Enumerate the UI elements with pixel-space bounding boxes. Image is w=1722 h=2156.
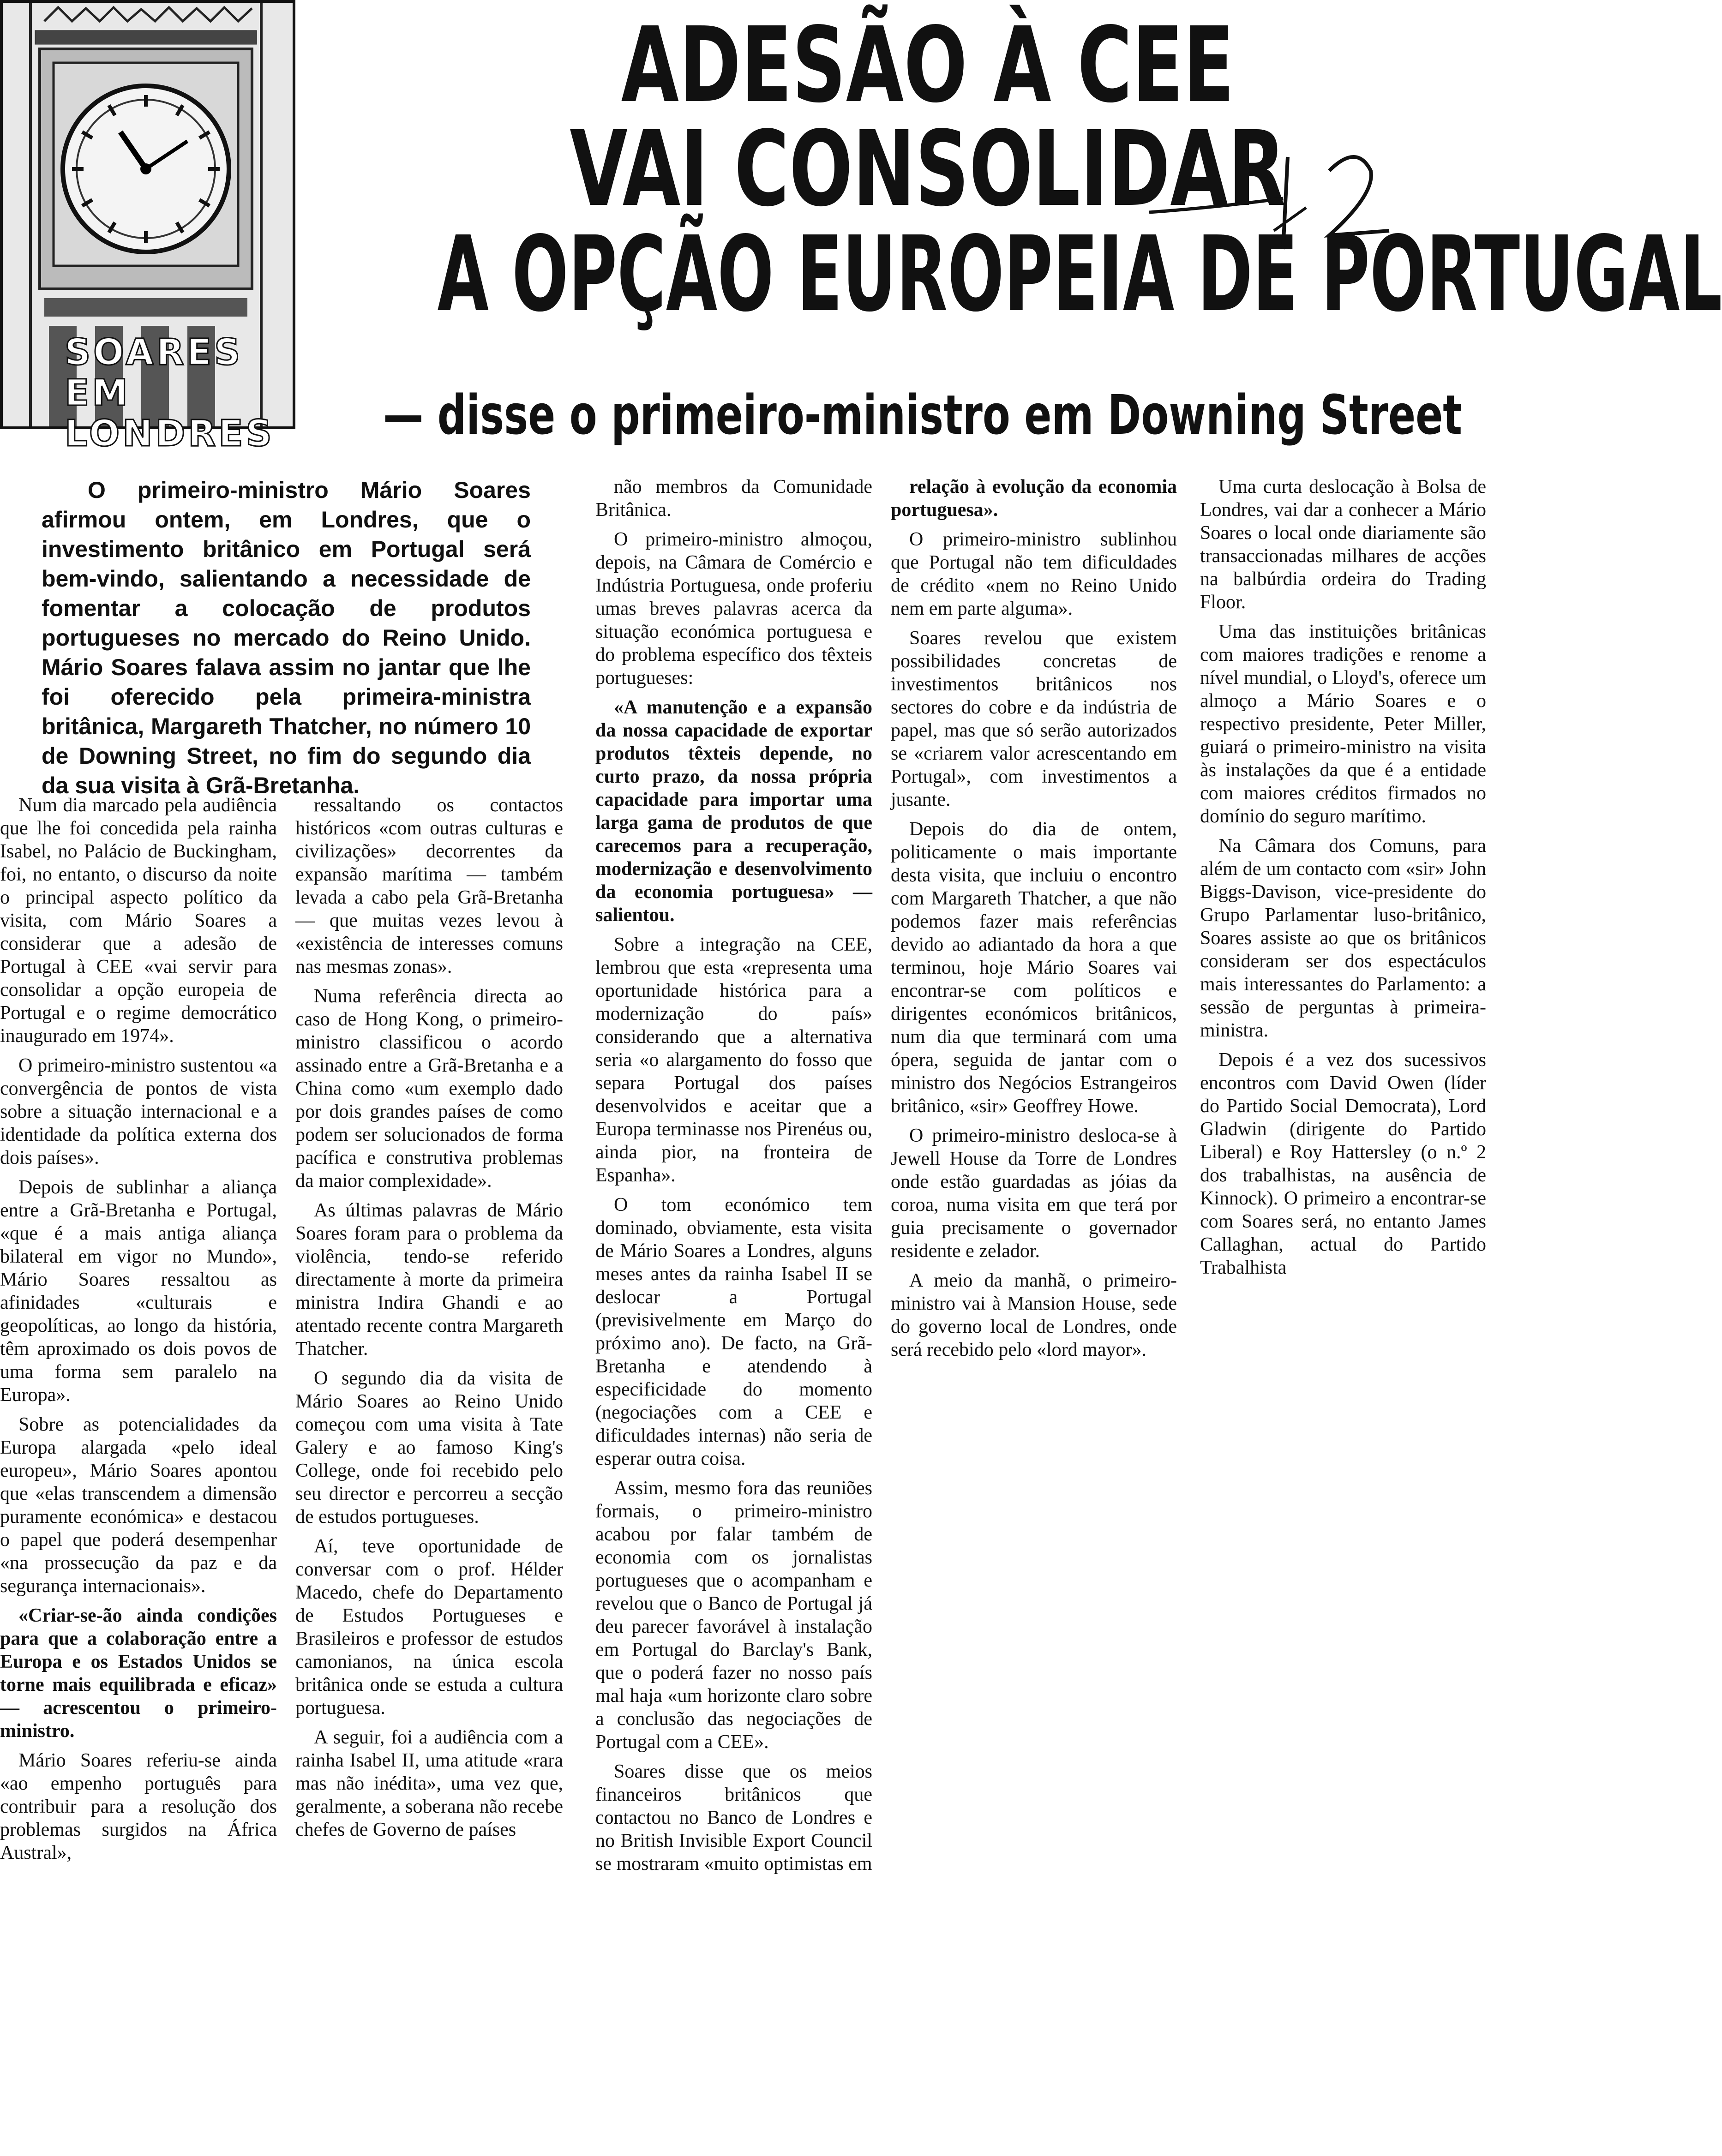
paragraph: A meio da manhã, o primeiro-ministro vai à Mansion House, sede do governo local de Londres, onde será recebido pelo «lord mayor». <box>891 1270 1177 1360</box>
paragraph: A seguir, foi a audiência com a rainha Isabel II, uma atitude «rara mas não inédita», uma vez que, geralmente, a soberana não recebe chefes de Governo de países <box>295 1727 563 1840</box>
paragraph: Depois do dia de ontem, politicamente o mais importante desta visita, que incluiu o encontro com Margareth Thatcher, a que não podemos fazer mais referências devido ao adiantado da hora a que terminou, hoje Mário Soares vai encontrar-se com políticos e dirigentes económicos britânicos, num dia que terminará com uma ópera, seguida de jantar com o ministro dos Negócios Estrangeiros britânico, «sir» Geoffrey Howe. <box>891 819 1177 1117</box>
paragraph: Soares disse que os meios financeiros britânicos que contactou no Banco de Londres e no British Invisible Export Council se mostraram «muito optimistas em <box>595 1761 872 1875</box>
article-column-3 <box>595 475 872 1882</box>
headline-line-3: A OPÇÃO EUROPEIA DE PORTUGAL <box>437 214 1722 335</box>
paragraph: Assim, mesmo fora das reuniões formais, o primeiro-ministro acabou por falar também de economia com os jornalistas portugueses que o acompanham e revelou que o Banco de Portugal já deu parecer favorável à instalação em Portugal do Barclay's Bank, que o poderá fazer no nosso país mal haja «um horizonte claro sobre a conclusão das negociações de Portugal com a CEE». <box>595 1478 872 1753</box>
handwritten-annotation <box>1145 138 1403 258</box>
paragraph: O segundo dia da visita de Mário Soares ao Reino Unido começou com uma visita à Tate Galery e ao famoso King's College, onde foi recebido pelo seu director e percorreu a secção de estudos portugueses. <box>295 1368 563 1527</box>
section-kicker <box>65 332 305 455</box>
paragraph: Na Câmara dos Comuns, para além de um contacto com «sir» John Biggs-Davison, vice-presidente do Grupo Parlamentar luso-britânico, Soares assiste ao que os britânicos consideram ser dos espectáculos mais interessantes do Parlamento: a sessão de perguntas à primeira-ministra. <box>1200 835 1486 1041</box>
kicker-line-1: SOARES <box>65 332 243 373</box>
paragraph: relação à evolução da economia portuguesa». <box>891 476 1177 521</box>
paragraph: não membros da Comunidade Britânica. <box>595 476 872 521</box>
headline-line-1: ADESÃO À CEE <box>621 5 1235 126</box>
paragraph: «Criar-se-ão ainda condições para que a colaboração entre a Europa e os Estados Unidos se torne mais equilibrada e eficaz» — acrescentou o primeiro-ministro. <box>0 1605 277 1742</box>
lead-text: O primeiro-ministro Mário Soares afirmou ontem, em Londres, que o investimento britânico em Portugal será bem-vindo, salientando a necessidade de fomentar a colocação de produtos portugueses no mercado do Reino Unido. Mário Soares falava assim no jantar que lhe foi oferecido pela primeira-ministra britânica, Margareth Thatcher, no número 10 de Downing Street, no fim do segundo dia da sua visita à Grã-Bretanha. <box>42 477 531 798</box>
article-column-5 <box>1200 475 1486 1286</box>
paragraph: Num dia marcado pela audiência que lhe foi concedida pela rainha Isabel, no Palácio de Buckingham, foi, no entanto, o discurso da noite o principal aspecto político da visita, com Mário Soares a considerar que a adesão de Portugal à CEE «vai servir para consolidar a opção europeia de Portugal e o regime democrático inaugurado em 1974». <box>0 795 277 1047</box>
paragraph: O primeiro-ministro almoçou, depois, na Câmara de Comércio e Indústria Portuguesa, onde proferiu umas breves palavras acerca da situação económica portuguesa e do problema específico dos têxteis portugueses: <box>595 529 872 689</box>
paragraph: Sobre as potencialidades da Europa alargada «pelo ideal europeu», Mário Soares apontou que «elas transcendem a dimensão puramente económica» e destacou o papel que poderá desempenhar «na prossecução da paz e da segurança internacionais». <box>0 1414 277 1597</box>
paragraph: «A manutenção e a expansão da nossa capacidade de exportar produtos têxteis depende, no curto prazo, da nossa própria capacidade para importar uma larga gama de produtos de que carecemos para a recuperação, modernização e desenvolvimento da economia portuguesa» — salientou. <box>595 697 872 926</box>
paragraph: Uma curta deslocação à Bolsa de Londres, vai dar a conhecer a Mário Soares o local onde diariamente são transaccionadas milhares de acções na balbúrdia ordeira do Trading Floor. <box>1200 476 1486 613</box>
paragraph: O tom económico tem dominado, obviamente, esta visita de Mário Soares a Londres, alguns meses antes da rainha Isabel II se deslocar a Portugal (previsivelmente em Março do próximo ano). De facto, na Grã-Bretanha e atendendo à especificidade do momento (negociações com a CEE e dificuldades internas) não seria de esperar outra coisa. <box>595 1194 872 1469</box>
article-column-1 <box>0 794 277 1871</box>
article-column-4 <box>891 475 1177 1368</box>
subheadline: — disse o primeiro-ministro em Downing Street <box>383 383 1463 447</box>
paragraph: ressaltando os contactos históricos «com outras culturas e civilizações» decorrentes da expansão marítima — também levada a cabo pela Grã-Bretanha — que muitas vezes levou à «existência de interesses comuns nas mesmas zonas». <box>295 795 563 977</box>
paragraph: O primeiro-ministro desloca-se à Jewell House da Torre de Londres onde estão guardadas as jóias da coroa, numa visita em que terá por guia precisamente o governador residente e zelador. <box>891 1125 1177 1262</box>
paragraph: Mário Soares referiu-se ainda «ao empenho português para contribuir para a resolução dos problemas surgidos na África Austral», <box>0 1750 277 1863</box>
paragraph: Numa referência directa ao caso de Hong Kong, o primeiro-ministro classificou o acordo assinado entre a Grã-Bretanha e a China como «um exemplo dado por dois grandes países de como podem ser solucionados de forma pacífica e construtiva problemas da maior complexidade». <box>295 986 563 1192</box>
paragraph: O primeiro-ministro sublinhou que Portugal não tem dificuldades de crédito «nem no Reino Unido nem em parte alguma». <box>891 529 1177 619</box>
headline-line-2: VAI CONSOLIDAR <box>570 109 1286 230</box>
paragraph: Soares revelou que existem possibilidades concretas de investimentos britânicos nos sectores do cobre e da indústria de papel, mas que só serão autorizados se «criarem valor acrescentando em Portugal», com investimentos a jusante. <box>891 628 1177 810</box>
paragraph: Depois é a vez dos sucessivos encontros com David Owen (líder do Partido Social Democrata), Lord Gladwin (dirigente do Partido Liberal) e Roy Hattersley (o n.º 2 dos trabalhistas, na ausência de Kinnock). O primeiro a encontrar-se com Soares será, no entanto James Callaghan, actual do Partido Trabalhista <box>1200 1049 1486 1278</box>
paragraph: Depois de sublinhar a aliança entre a Grã-Bretanha e Portugal, «que é a mais antiga aliança bilateral em vigor no Mundo», Mário Soares ressaltou as afinidades «culturais e geopolíticas, ao longo da história, têm aproximado os dois povos de uma forma sem paralelo na Europa». <box>0 1177 277 1406</box>
lead-paragraph <box>42 475 531 800</box>
paragraph: O primeiro-ministro sustentou «a convergência de pontos de vista sobre a situação internacional e a identidade da política externa dos dois países». <box>0 1055 277 1168</box>
paragraph: Aí, teve oportunidade de conversar com o prof. Hélder Macedo, chefe do Departamento de Estudos Portugueses e Brasileiros e professor de estudos camonianos, na única escola britânica onde se estuda a cultura portuguesa. <box>295 1536 563 1719</box>
paragraph: As últimas palavras de Mário Soares foram para o problema da violência, tendo-se referido directamente à morte da primeira ministra Indira Ghandi e ao atentado recente contra Margareth Thatcher. <box>295 1200 563 1359</box>
article-column-2 <box>295 794 563 1848</box>
kicker-line-2: EM LONDRES <box>65 372 275 455</box>
paragraph: Uma das instituições britânicas com maiores tradições e renome a nível mundial, o Lloyd's, oferece um almoço a Mário Soares e o respectivo presidente, Peter Miller, guiará o primeiro-ministro na visita às instalações da que é a entidade com maiores créditos firmados no domínio do seguro marítimo. <box>1200 621 1486 827</box>
paragraph: Sobre a integração na CEE, lembrou que esta «representa uma oportunidade histórica para a modernização do país» considerando que a alternativa seria «o alargamento do fosso que separa Portugal dos países desenvolvidos e aceitar que a Europa terminasse nos Pirenéus ou, ainda pior, na fronteira de Espanha». <box>595 934 872 1186</box>
